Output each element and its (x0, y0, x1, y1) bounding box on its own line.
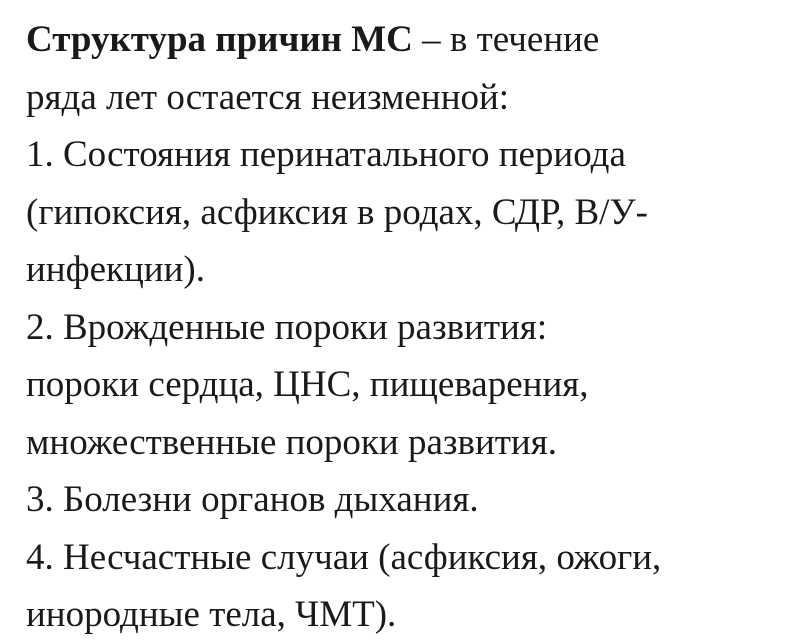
list-item-1-title: 1. Состояния перинатального периода (26, 134, 626, 175)
list-item-2-title: 2. Врожденные пороки развития: (26, 306, 548, 348)
heading-line (26, 11, 796, 69)
text-line-intro: ряда лет остается неизменной: (26, 76, 510, 118)
list-item-3: 3. Болезни органов дыхания. (26, 479, 479, 520)
list-item-4-details: инородные тела, ЧМТ). (26, 594, 397, 635)
list-item-1-details: (гипоксия, асфиксия в родах, СДР, В/У- (26, 191, 648, 233)
list-item-2-details-cont: множественные пороки развития. (26, 421, 557, 463)
list-item-1-details-cont: инфекции). (26, 249, 205, 290)
list-item-4-title: 4. Несчастные случаи (асфиксия, ожоги, (26, 536, 662, 578)
heading-bold-title: Структура причин МС (26, 19, 413, 60)
list-item-2-details: пороки сердца, ЦНС, пищеварения, (26, 364, 589, 405)
slide-text-block (26, 11, 796, 644)
heading-continuation: – в течение (412, 19, 600, 60)
